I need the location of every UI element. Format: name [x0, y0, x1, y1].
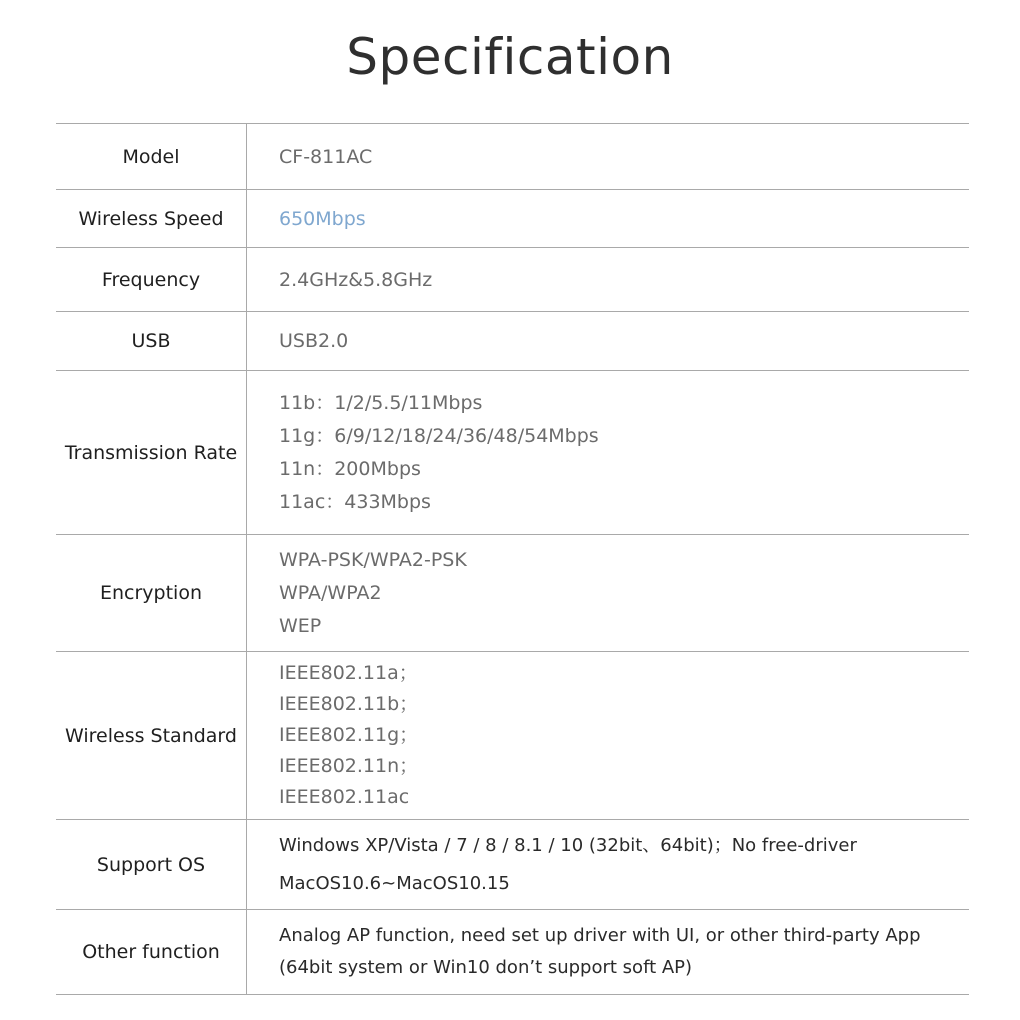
transmission-rate-11g: 11g：6/9/12/18/24/36/48/54Mbps: [279, 424, 599, 447]
spec-value-transmission-rate: [247, 371, 969, 534]
wireless-standard-line: IEEE802.11a；: [279, 662, 418, 684]
wireless-standard-line: IEEE802.11n；: [279, 755, 419, 777]
other-function-line: (64bit system or Win10 don’t support soft AP): [279, 957, 693, 978]
model-value: CF-811AC: [279, 145, 373, 168]
encryption-line: WPA-PSK/WPA2-PSK: [279, 548, 467, 571]
frequency-value: 2.4GHz&5.8GHz: [279, 268, 433, 291]
wireless-speed-value: 650Mbps: [279, 207, 366, 230]
spec-label-frequency: Frequency: [56, 248, 247, 311]
transmission-rate-11ac: 11ac：433Mbps: [279, 490, 431, 513]
spec-row-wireless-speed: [56, 190, 969, 248]
spec-value-wireless-speed: [247, 190, 969, 247]
spec-row-model: [56, 124, 969, 190]
spec-row-other-function: [56, 910, 969, 995]
other-function-line: Analog AP function, need set up driver with UI, or other third-party App: [279, 925, 921, 946]
spec-table: [56, 123, 969, 995]
wireless-standard-line: IEEE802.11ac: [279, 786, 410, 808]
spec-row-support-os: [56, 820, 969, 910]
spec-row-encryption: [56, 535, 969, 652]
wireless-standard-line: IEEE802.11b；: [279, 693, 419, 715]
spec-value-usb: [247, 312, 969, 370]
spec-value-wireless-standard: [247, 652, 969, 819]
spec-row-transmission-rate: [56, 371, 969, 535]
spec-label-transmission-rate: Transmission Rate: [56, 371, 247, 534]
page-title: Specification: [346, 28, 674, 86]
spec-value-model: [247, 124, 969, 189]
spec-label-support-os: Support OS: [56, 820, 247, 909]
spec-value-other-function: [247, 910, 969, 994]
support-os-windows: Windows XP/Vista / 7 / 8 / 8.1 / 10 (32bit、64bit)；No free-driver: [279, 834, 857, 856]
spec-value-frequency: [247, 248, 969, 311]
spec-label-model: Model: [56, 124, 247, 189]
spec-label-other-function: Other function: [56, 910, 247, 994]
spec-value-support-os: [247, 820, 969, 909]
spec-label-wireless-standard: Wireless Standard: [56, 652, 247, 819]
spec-row-frequency: [56, 248, 969, 312]
encryption-line: WEP: [279, 614, 322, 637]
transmission-rate-11b: 11b：1/2/5.5/11Mbps: [279, 391, 483, 414]
wireless-standard-line: IEEE802.11g；: [279, 724, 419, 746]
spec-value-encryption: [247, 535, 969, 651]
usb-value: USB2.0: [279, 330, 349, 352]
spec-label-usb: USB: [56, 312, 247, 370]
spec-row-wireless-standard: [56, 652, 969, 820]
spec-row-usb: [56, 312, 969, 371]
spec-label-encryption: Encryption: [56, 535, 247, 651]
support-os-macos: MacOS10.6~MacOS10.15: [279, 872, 510, 894]
spec-label-wireless-speed: Wireless Speed: [56, 190, 247, 247]
encryption-line: WPA/WPA2: [279, 581, 382, 604]
transmission-rate-11n: 11n：200Mbps: [279, 457, 421, 480]
